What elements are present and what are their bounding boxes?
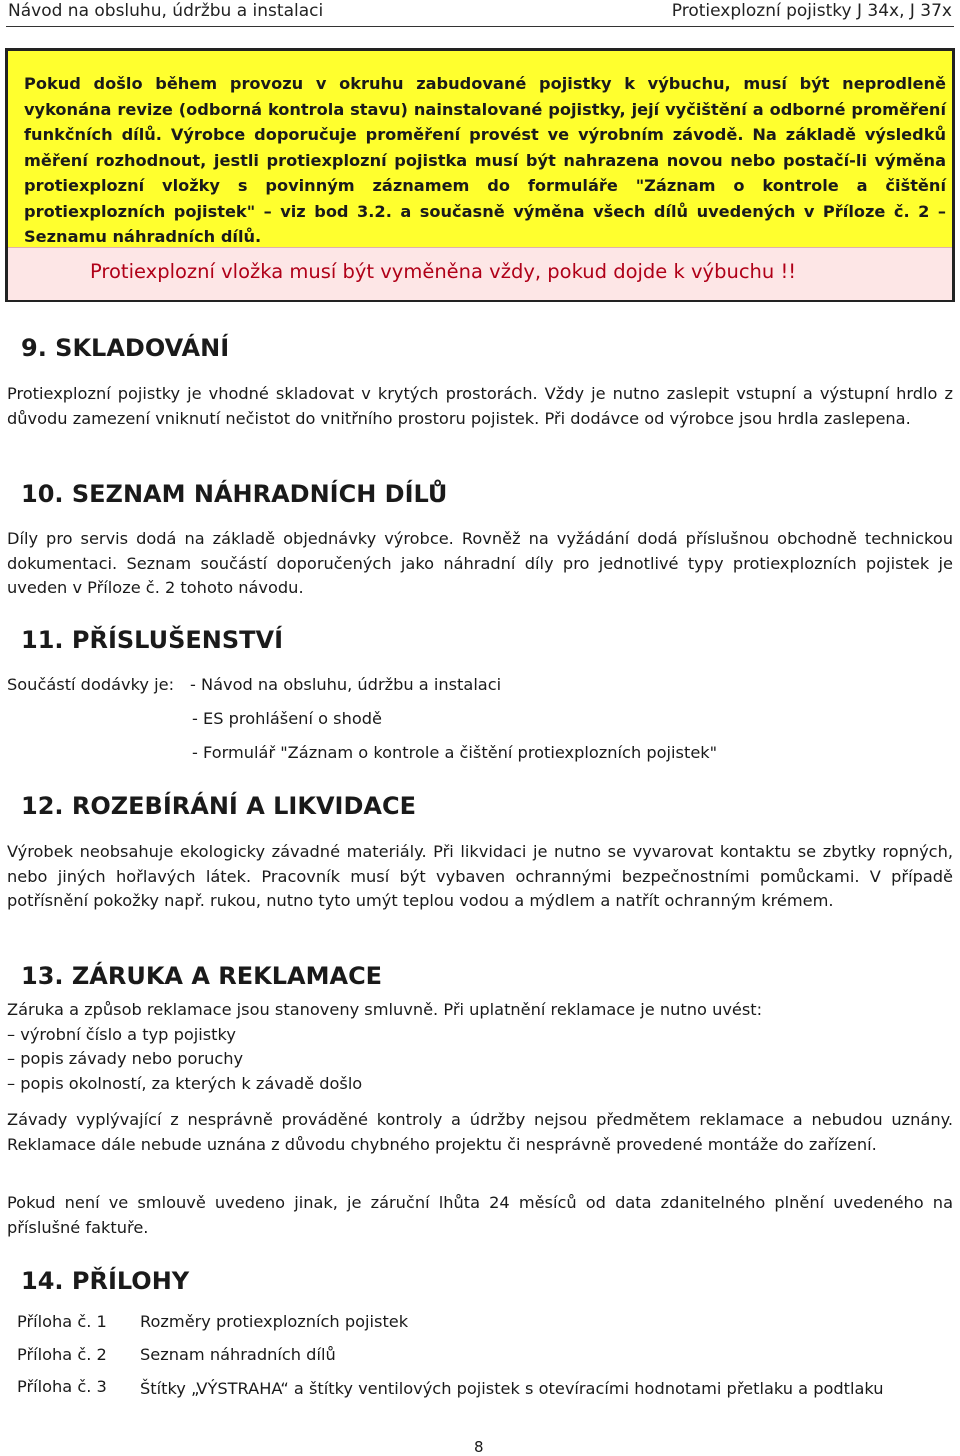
header-right: Protiexplozní pojistky J 34x, J 37x (671, 1, 952, 21)
header-left: Návod na obsluhu, údržbu a instalaci (8, 1, 324, 21)
section-11-heading: 11. PŘÍSLUŠENSTVÍ (21, 626, 284, 654)
section-10-text: Díly pro servis dodá na základě objednávky výrobce. Rovněž na vyžádání dodá příslušnou obchodně technickou dokumentaci. Seznam součástí doporučených jako náhradní díly pro jednotlivé typy protiexplozních pojistek je uveden v Příloze č. 2 tohoto návodu. (7, 529, 953, 597)
section-12-heading: 12. ROZEBÍRÁNÍ A LIKVIDACE (21, 792, 416, 820)
attachment-label: Příloha č. 2 (17, 1345, 107, 1364)
accessory-item: - Formulář "Záznam o kontrole a čištění protiexplozních pojistek" (192, 743, 718, 762)
section-14-heading: 14. PŘÍLOHY (21, 1267, 190, 1295)
attachment-desc: Štítky „VÝSTRAHA“ a štítky ventilových pojistek s otevíracími hodnotami přetlaku a podtlaku (140, 1379, 884, 1398)
accessory-item: - ES prohlášení o shodě (192, 709, 382, 728)
page-number: 8 (474, 1438, 484, 1456)
accessory-item: - Návod na obsluhu, údržbu a instalaci (190, 675, 502, 694)
explosion-alert (8, 247, 952, 300)
warning-box (5, 48, 955, 302)
page-header (6, 0, 954, 27)
warranty-exclusions: Závady vyplývající z nesprávně prováděné kontroly a údržby nejsou předmětem reklamace a nebudou uznány. Reklamace dále nebude uznána z důvodu chybného projektu či nesprávně provedené montáže do zařízení. (7, 1110, 953, 1154)
attachment-label: Příloha č. 1 (17, 1312, 107, 1331)
warranty-period: Pokud není ve smlouvě uvedeno jinak, je záruční lhůta 24 měsíců od data zdanitelného plnění uvedeného na příslušné faktuře. (7, 1193, 953, 1237)
attachment-desc: Seznam náhradních dílů (140, 1345, 336, 1364)
accessories-intro: Součástí dodávky je: (7, 675, 175, 694)
section-10-heading: 10. SEZNAM NÁHRADNÍCH DÍLŮ (21, 480, 448, 508)
attachment-desc: Rozměry protiexplozních pojistek (140, 1312, 409, 1331)
warranty-item: – výrobní číslo a typ pojistky (7, 1025, 236, 1044)
warranty-item: – popis okolností, za kterých k závadě došlo (7, 1074, 363, 1093)
section-12-text: Výrobek neobsahuje ekologicky závadné materiály. Při likvidaci je nutno se vyvarovat kontaktu se zbytky ropných, nebo jiných hořlavých látek. Pracovník musí být vybaven ochrannými bezpečnostními pomůckami. V případě potřísnění pokožky např. rukou, nutno tyto umýt teplou vodou a mýdlem a natřít ochranným krémem. (7, 842, 953, 910)
explosion-alert-text: Protiexplozní vložka musí být vyměněna vždy, pokud dojde k výbuchu !! (90, 260, 797, 283)
warning-text: Pokud došlo během provozu v okruhu zabudované pojistky k výbuchu, musí být neprodleně vykonána revize (odborná kontrola stavu) nainstalované pojistky, její vyčištění a odborné proměření funkčních dílů. Výrobce doporučuje proměření provést ve výrobním závodě. Na základě výsledků měření rozhodnout, jestli protiexplozní pojistka musí být nahrazena novou nebo postačí-li výměna protiexplozní vložky s povinným záznamem do formuláře "Záznam o kontrole a čištění protiexplozních pojistek" – viz bod 3.2. a současně výměna všech dílů uvedených v Příloze č. 2 – Seznamu náhradních dílů. (24, 74, 946, 246)
section-9-heading: 9. SKLADOVÁNÍ (21, 334, 230, 362)
warranty-intro: Záruka a způsob reklamace jsou stanoveny smluvně. Při uplatnění reklamace je nutno uvést: (7, 1000, 763, 1019)
attachment-label: Příloha č. 3 (17, 1377, 107, 1396)
section-13-heading: 13. ZÁRUKA A REKLAMACE (21, 962, 383, 990)
section-9-text: Protiexplozní pojistky je vhodné skladovat v krytých prostorách. Vždy je nutno zaslepit vstupní a výstupní hrdlo z důvodu zamezení vniknutí nečistot do vnitřního prostoru pojistek. Při dodávce od výrobce jsou hrdla zaslepena. (7, 384, 953, 428)
warranty-item: – popis závady nebo poruchy (7, 1049, 244, 1068)
